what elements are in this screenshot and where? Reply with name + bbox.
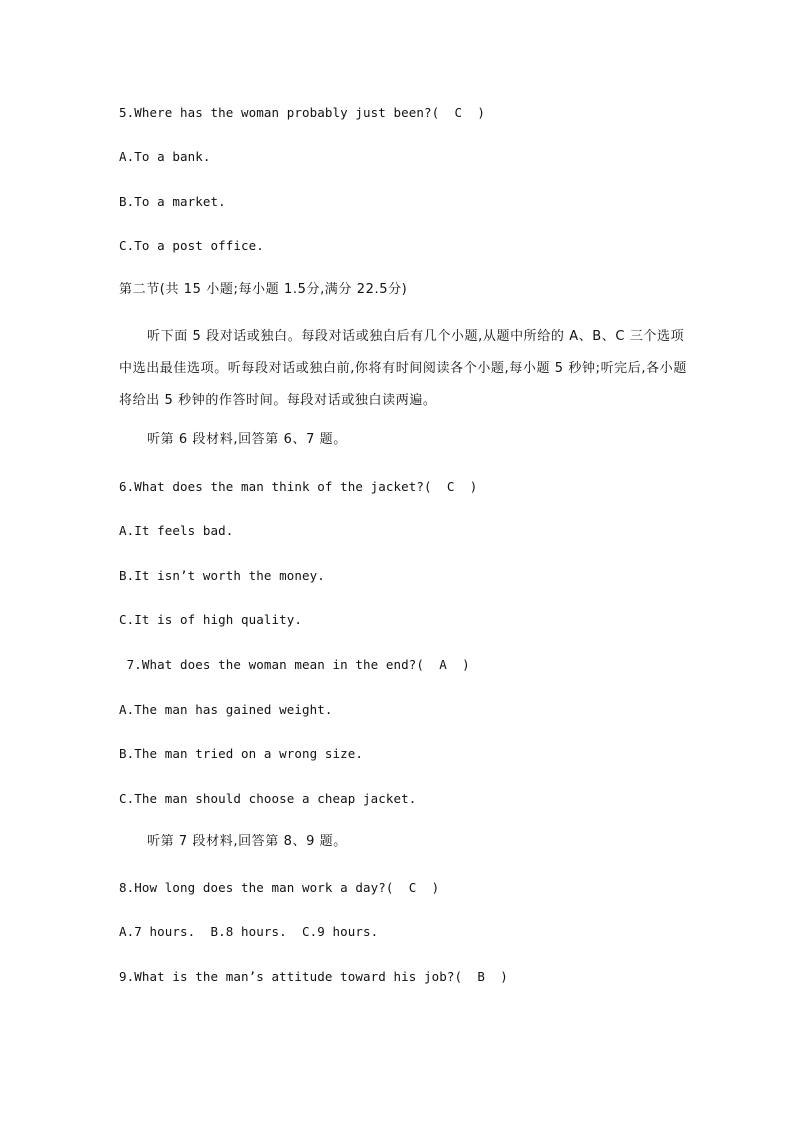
q6-stem: 6.What does the man think of the jacket?( C ) [119, 479, 478, 494]
q5-option-a: A.To a bank. [119, 149, 211, 164]
section-heading: 第二节(共 15 小题;每小题 1.5分,满分 22.5分) [119, 282, 408, 297]
q7-stem: 7.What does the woman mean in the end?( A ) [119, 657, 470, 672]
q5-option-b: B.To a market. [119, 194, 226, 209]
q6-option-b: B.It isn’t worth the money. [119, 568, 325, 583]
material-6-instruction: 听第 6 段材料,回答第 6、7 题。 [147, 432, 347, 447]
q7-option-a: A.The man has gained weight. [119, 702, 333, 717]
section-instructions: 听下面 5 段对话或独白。每段对话或独白后有几个小题,从题中所给的 A、B、C 三个选项中选出最佳选项。听每段对话或独白前,你将有时间阅读各个小题,每小题 5 秒钟;听完后,各小题将给出 5 秒钟的作答时间。每段对话或独白读两遍。 [119, 329, 687, 408]
q8-stem: 8.How long does the man work a day?( C ) [119, 880, 440, 895]
q9-stem: 9.What is the man’s attitude toward his job?( B ) [119, 969, 508, 984]
q5-option-c: C.To a post office. [119, 238, 264, 253]
q7-option-b: B.The man tried on a wrong size. [119, 746, 364, 761]
q8-options: A.7 hours. B.8 hours. C.9 hours. [119, 924, 379, 939]
q6-option-c: C.It is of high quality. [119, 612, 303, 627]
material-7-instruction: 听第 7 段材料,回答第 8、9 题。 [147, 834, 347, 849]
q7-option-c: C.The man should choose a cheap jacket. [119, 791, 417, 806]
q5-stem: 5.Where has the woman probably just been?( C ) [119, 105, 486, 120]
q6-option-a: A.It feels bad. [119, 523, 234, 538]
